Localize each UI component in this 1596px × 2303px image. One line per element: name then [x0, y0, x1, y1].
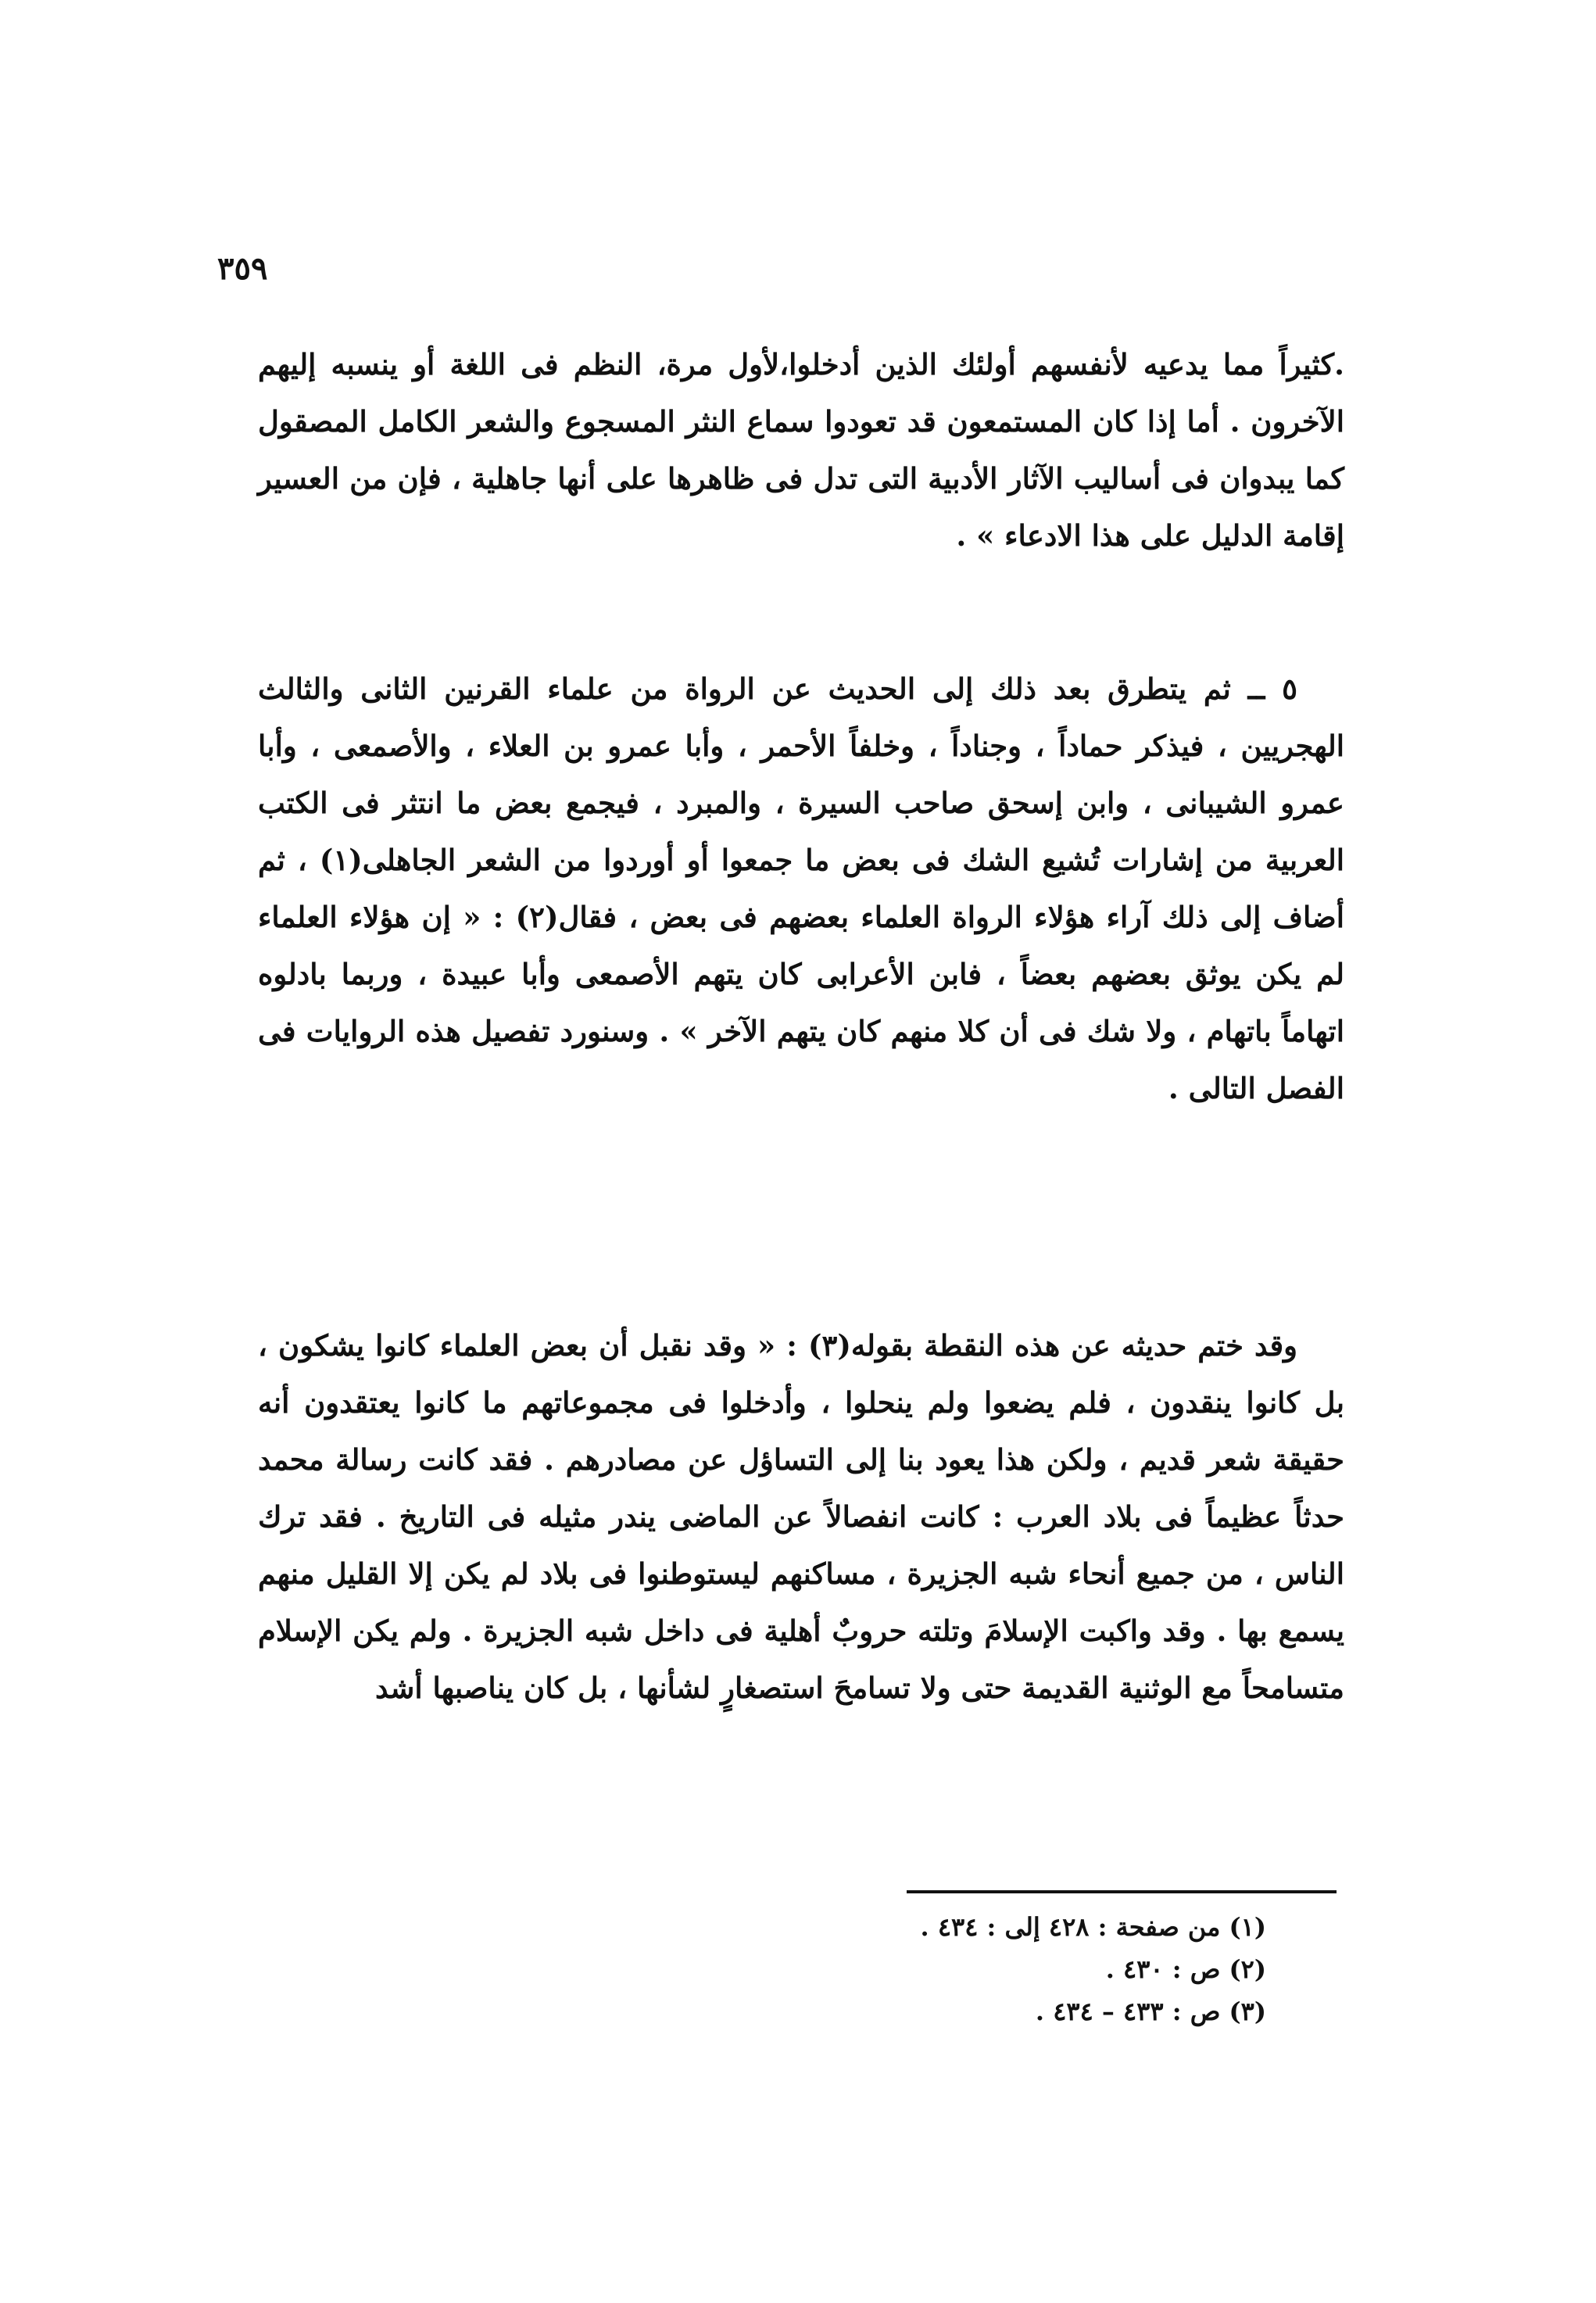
footnote-2: (٢) ص : ٤٣٠ . — [1105, 1954, 1266, 1984]
footnote-1: (١) من صفحة : ٤٢٨ إلى : ٤٣٤ . — [920, 1912, 1266, 1942]
paragraph-2 — [258, 661, 1344, 1117]
paragraph-text: وقد ختم حديثه عن هذه النقطة بقوله(٣) : « وقد نقبل أن بعض العلماء كانوا يشكون ، بل كانوا ينقدون ، فلم يضعوا ولم ينحلوا ، وأدخلوا فى مجموعاتهم ما كانوا يعتقدون أنه حقيقة شعر قديم ، ولكن هذا يعود بنا إلى التساؤل عن مصادرهم . فقد كانت رسالة محمد حدثاً عظيماً فى بلاد العرب : كانت انفصالاً عن الماضى يندر مثيله فى التاريخ . فقد ترك الناس ، من جميع أنحاء شبه الجزيرة ، مساكنهم ليستوطنوا فى بلاد لم يكن إلا القليل منهم يسمع بها . وقد واكبت الإسلامَ وتلته حروبٌ أهلية فى داخل شبه الجزيرة . ولم يكن الإسلام متسامحاً مع الوثنية القديمة حتى ولا تسامحَ استصغارٍ لشأنها ، بل كان يناصبها أشد — [258, 1328, 1344, 1705]
page-number: ٣٥٩ — [217, 250, 268, 287]
paragraph-3 — [258, 1317, 1344, 1717]
footnote-3: (٣) ص : ٤٣٣ – ٤٣٤ . — [1035, 1997, 1266, 2026]
paragraph-1 — [258, 336, 1344, 564]
paragraph-text: ٥ ــ ثم يتطرق بعد ذلك إلى الحديث عن الرواة من علماء القرنين الثانى والثالث الهجريين ، فيذكر حماداً ، وجناداً ، وخلفاً الأحمر ، وأبا عمرو بن العلاء ، والأصمعى ، وأبا عمرو الشيبانى ، وابن إسحق صاحب السيرة ، والمبرد ، فيجمع بعض ما انتثر فى الكتب العربية من إشارات تُشيع الشك فى بعض ما جمعوا أو أوردوا من الشعر الجاهلى(١) ، ثم أضاف إلى ذلك آراء هؤلاء الرواة العلماء بعضهم فى بعض ، فقال(٢) : « إن هؤلاء العلماء لم يكن يوثق بعضهم بعضاً ، فابن الأعرابى كان يتهم الأصمعى وأبا عبيدة ، وربما بادلوه اتهاماً باتهام ، ولا شك فى أن كلا منهم كان يتهم الآخر » . وسنورد تفصيل هذه الروايات فى الفصل التالى . — [258, 672, 1345, 1105]
footnotes — [703, 1906, 1266, 2033]
footnote-separator — [907, 1890, 1337, 1893]
paragraph-text: .كثيراً مما يدعيه لأنفسهم أولئك الذين أدخلوا،لأول مرة، النظم فى اللغة أو ينسبه إليهم الآخرون . أما إذا كان المستمعون قد تعودوا سماع النثر المسجوع والشعر الكامل المصقول كما يبدوان فى أساليب الآثار الأدبية التى تدل فى ظاهرها على أنها جاهلية ، فإن من العسير إقامة الدليل على هذا الادعاء » . — [258, 347, 1344, 553]
